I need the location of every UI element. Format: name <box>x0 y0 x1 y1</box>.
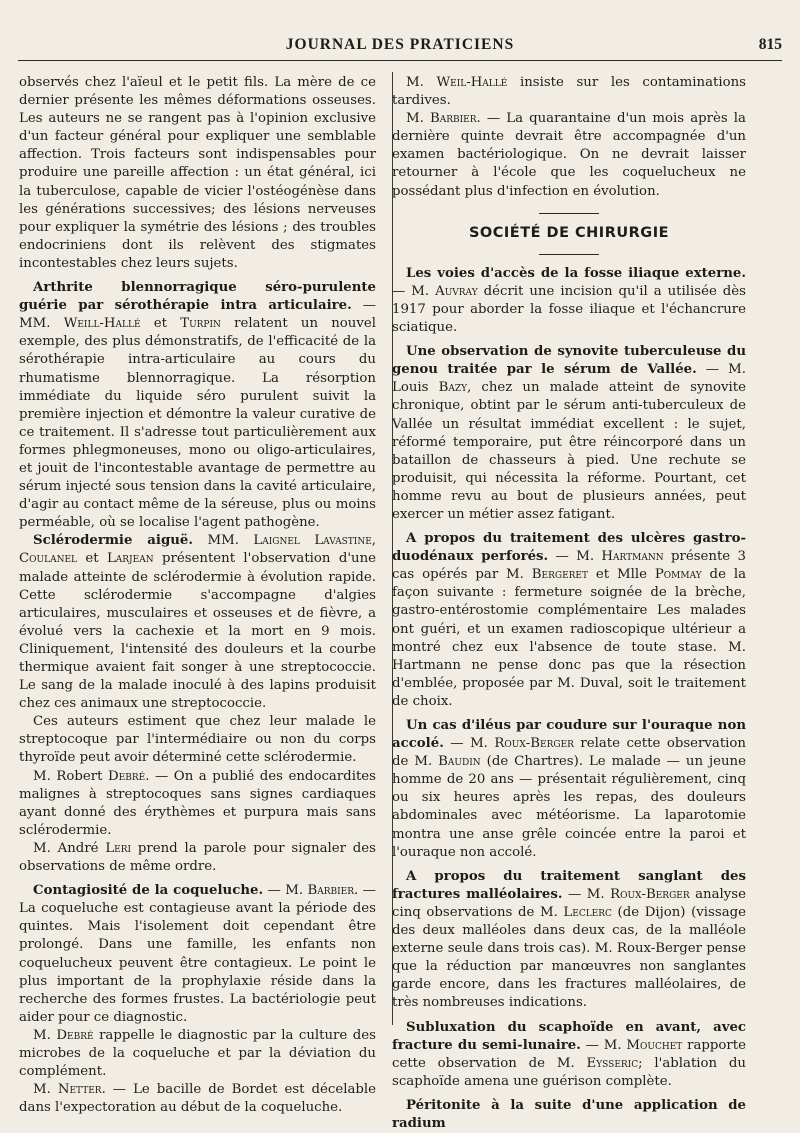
society-section-header <box>392 213 746 255</box>
article-title-coqueluche: Contagiosité de la coqueluche. <box>33 883 264 899</box>
author-pommay: Pommay <box>654 567 702 583</box>
society-title: SOCIÉTÉ DE CHIRURGIE <box>468 224 670 241</box>
author-laignel-lavastine: Laignel Lavastine <box>253 533 372 549</box>
paragraph-leri: M. André Leri prend la parole pour signaler des observations de même ordre. <box>19 840 376 875</box>
paragraph-ulceres: A propos du traitement des ulcères gastro-duodénaux perforés. — M. Hartmann présente 3 cas opérés par M. Bergeret et Mlle Pommay de la façon suivante : fermeture soignée de la brèche, gastro-entérostomie complémentaire Les malades ont guéri, et un examen radioscopique ultérieur a montré chez eux l'absence de toute stase. M. Hartmann ne pense donc pas que la résection d'emblée, proposée par M. Duval, soit le traitement de choix. <box>392 531 746 709</box>
author-debre: Debré <box>108 768 146 784</box>
paragraph-sclerodermie: Sclérodermie aiguë. MM. Laignel Lavastine, Coulanel et Larjean présentent l'observation d'une malade atteinte de sclérodermie à évolution rapide. Cette sclérodermie s'accompagne d'algies articulaires, musculaires et osseuses et de fièvre, a évolué vers la cachexie et la mort en 9 mois. Cliniquement, l'intensité des douleurs et la courbe thermique avaient fait songer à une streptococcie. Le sang de la malade inoculé à des lapins produisit chez ces animaux une streptococcie. <box>19 533 376 712</box>
paragraph-heredity: observés chez l'aïeul et le petit fils. La mère de ce dernier présente les mêmes déformations osseuses. Les auteurs ne se rangent pas à l'opinion exclusive d'un facteur général pour expliquer une semblable affection. Trois facteurs sont indispensables pour produire une pareille affection : un état général, ici la tuberculose, capable de vicier l'ostéogénèse dans les générations successives; des lésions nerveuses pour expliquer la symétrie des lésions ; des troubles endocriniens dont ils relèvent des stigmates incontestables chez leurs sujets. <box>19 75 376 271</box>
article-title-ulceres: A propos du traitement des ulcères gastro-duodénaux perforés. <box>392 531 746 565</box>
author-bergeret: Bergeret <box>531 567 589 583</box>
paragraph-scaphoide: Subluxation du scaphoïde en avant, avec fracture du semi-lunaire. — M. Mouchet rapporte cette observation de M. Eysseric; l'ablation du scaphoïde amena une guérison complète. <box>392 1019 747 1089</box>
journal-title: JOURNAL DES PRATICIENS <box>285 36 515 53</box>
author-coulanel: Coulanel <box>19 551 78 567</box>
paragraph-debre-culture: M. Debré rappelle le diagnostic par la culture des microbes de la coqueluche et par la déviation du complément. <box>19 1027 376 1080</box>
author-weill-halle: Weill-Hallé <box>63 316 141 332</box>
paragraph-fosse-iliaque: Les voies d'accès de la fosse iliaque externe. — M. Auvray décrit une incision qu'il a utilisée dès 1917 pour aborder la fosse iliaque et l'échancrure sciatique. <box>392 265 746 336</box>
page-header <box>18 30 782 60</box>
author-bazy: Bazy <box>438 380 468 396</box>
author-baudin: Baudin <box>438 754 481 770</box>
page-number: 815 <box>758 36 782 53</box>
author-leri: Leri <box>105 840 132 856</box>
paragraph-streptocoque: Ces auteurs estiment que chez leur malade le streptocoque par l'intermédiaire ou non du corps thyroïde peut avoir déterminé cette sclérodermie. <box>19 714 376 766</box>
paragraph-barbier-quarantaine: M. Barbier. — La quarantaine d'un mois après la dernière quinte devrait être accompagnée d'un examen bactériologique. On ne devrait laisser retourner à l'école que les coquelucheux ne possédant plus d'infection en évolution. <box>392 111 746 199</box>
author-netter: Netter <box>57 1082 102 1098</box>
left-column <box>19 74 376 1117</box>
paragraph-arthrite: Arthrite blennorragique séro-purulente guérie par sérothérapie intra articulaire. — MM. Weill-Hallé et Turpin relatent un nouvel exemple, des plus démonstratifs, de l'efficacité de la sérothérapie intra-articulaire au cours du rhumatisme blennorragique. La résorption immédiate du liquide séro purulent suivit la première injection et démontre la valeur curative de ce traitement. Il s'adresse tout particulièrement aux formes phlegmoneuses, mono ou oligo-articulaires, et jouit de l'incontestable avantage de permettre au sérum injecté sous tension dans la cavité articulaire, d'agir au contact même de la séreuse, plus ou moins perméable, où se localise l'agent pathogène. <box>19 280 376 531</box>
paragraph-netter: M. Netter. — Le bacille de Bordet est décelable dans l'expectoration au début de la coqueluche. <box>19 1082 377 1116</box>
author-mouchet: Mouchet <box>626 1037 683 1053</box>
author-debre-2: Debré <box>56 1027 94 1043</box>
right-column <box>392 74 746 1133</box>
header-rule <box>18 60 782 61</box>
author-leclerc: Leclerc <box>563 904 612 920</box>
author-hartmann: Hartmann <box>601 549 664 565</box>
paragraph-ileus: Un cas d'iléus par coudure sur l'ouraque non accolé. — M. Roux-Berger relate cette observation de M. Baudin (de Chartres). Le malade — un jeune homme de 20 ans — présentait régulièrement, cinq ou six heures après les repas, des douleurs abdominales avec météorisme. La laparotomie montra une anse grêle coincée entre la paroi et l'ouraque non accolé. <box>392 718 746 860</box>
article-title-fosse-iliaque: Les voies d'accès de la fosse iliaque externe. <box>406 265 746 281</box>
author-larjean: Larjean <box>106 551 154 567</box>
paragraph-synovite: Une observation de synovite tuberculeuse du genou traitée par le sérum de Vallée. — M. Louis Bazy, chez un malade atteint de synovite chronique, obtint par le sérum anti-tuberculeux de Vallée un résultat immédiat excellent : le sujet, réformé temporaire, put être réincorporé dans un bataillon de chasseurs à pied. Une rechute se produisit, qui nécessita la réforme. Pourtant, cet homme revu au bout de plusieurs années, peut exercer un métier assez fatigant. <box>392 344 746 522</box>
section-rule-bottom <box>539 254 599 255</box>
article-title-fractures: A propos du traitement sanglant des fractures malléolaires. <box>392 868 746 902</box>
author-roux-berger-2: Roux-Berger <box>610 886 690 902</box>
paragraph-coqueluche: Contagiosité de la coqueluche. — M. Barbier. — La coqueluche est contagieuse avant la période des quintes. Mais l'isolement doit cependant être prolongé. Dans une famille, les enfants non coquelucheux peuvent être contagieux. Le point le plus important de la prophylaxie réside dans la recherche des formes frustes. La bactériologie peut aider pour ce diagnostic. <box>19 883 376 1025</box>
article-title-ileus: Un cas d'iléus par coudure sur l'ouraque non accolé. <box>392 718 746 752</box>
paragraph-peritonite <box>392 1097 746 1133</box>
article-title-synovite: Une observation de synovite tuberculeuse du genou traitée par le sérum de Vallée. <box>392 344 746 378</box>
author-eysseric: Eysseric <box>586 1055 639 1071</box>
author-barbier: Barbier <box>307 883 355 899</box>
article-title-sclerodermie: Sclérodermie aiguë. <box>33 533 194 549</box>
paragraph-weil-halle: M. Weil-Hallé insiste sur les contaminations tardives. <box>392 75 746 109</box>
author-barbier-2: Barbier <box>429 111 477 127</box>
paragraph-fractures: A propos du traitement sanglant des fractures malléolaires. — M. Roux-Berger analyse cinq observations de M. Leclerc (de Dijon) (vissage des deux malléoles dans deux cas, de la malléole externe seule dans trois cas). M. Roux-Berger pense que la réduction par manœuvres non sanglantes garde encore, dans les fractures malléolaires, de très nombreuses indications. <box>392 868 747 1011</box>
section-rule-top <box>539 213 599 214</box>
author-turpin: Turpin <box>180 316 221 332</box>
article-title-arthrite: Arthrite blennorragique séro-purulente guérie par sérothérapie intra articulaire. <box>19 280 376 314</box>
paragraph-debre: M. Robert Debré. — On a publié des endocardites malignes à streptocoques sans signes cardiaques ayant donné des érythèmes et purpura mais sans sclérodermie. <box>19 768 376 838</box>
author-weil-halle: Weil-Hallé <box>436 75 508 90</box>
author-auvray: Auvray <box>435 283 478 299</box>
article-title-peritonite: Péritonite à la suite d'une application de radium <box>392 1097 746 1131</box>
article-title-scaphoide: Subluxation du scaphoïde en avant, avec fracture du semi-lunaire. <box>392 1019 746 1053</box>
author-roux-berger: Roux-Berger <box>494 736 574 752</box>
